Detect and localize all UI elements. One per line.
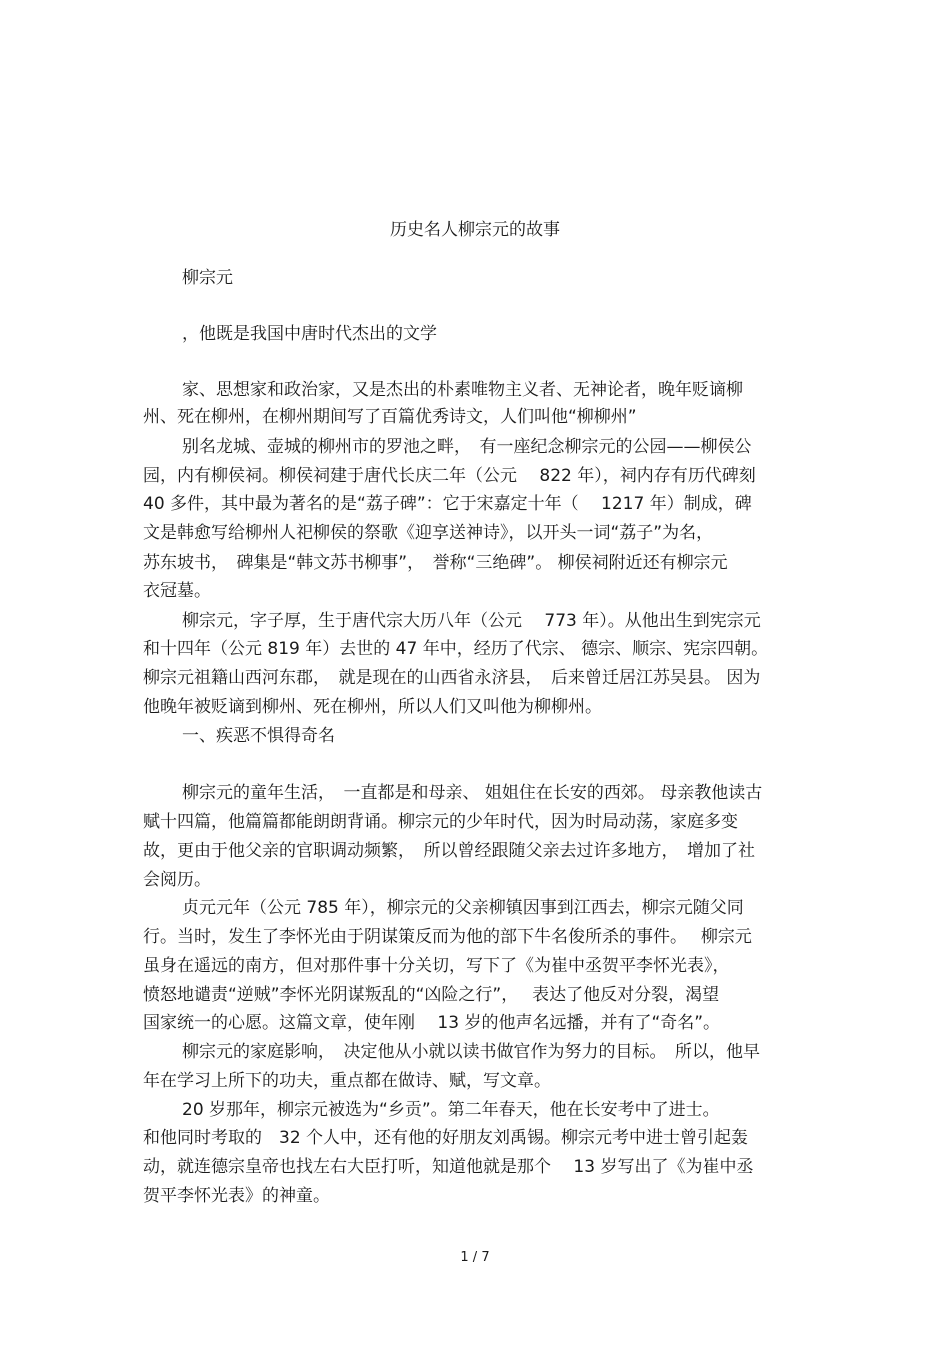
paragraph-line: 愤怒地谴责“逆贼”李怀光阴谋叛乱的“凶险之行”， 表达了他反对分裂，渴望 [143, 985, 720, 1005]
paragraph-line: 行。当时，发生了李怀光由于阴谋策反而为他的部下牛名俊所杀的事件。 柳宗元 [143, 927, 752, 947]
paragraph-line: 动，就连德宗皇帝也找左右大臣打听，知道他就是那个 13 岁写出了《为崔中丞 [143, 1157, 754, 1177]
paragraph-line: 柳宗元，字子厚，生于唐代宗大历八年（公元 773 年）。从他出生到宪宗元 [182, 611, 761, 631]
paragraph-line: 别名龙城、壶城的柳州市的罗池之畔， 有一座纪念柳宗元的公园——柳侯公 [182, 437, 752, 457]
paragraph-line: 家、思想家和政治家，又是杰出的朴素唯物主义者、无神论者，晚年贬谪柳 [182, 380, 743, 400]
paragraph-line: 文是韩愈写给柳州人祀柳侯的祭歌《迎享送神诗》，以开头一词“荔子”为名， [143, 523, 714, 543]
document-title: 历史名人柳宗元的故事 [390, 220, 560, 240]
page-number: 1 / 7 [460, 1250, 490, 1265]
paragraph-line: 贞元元年（公元 785 年），柳宗元的父亲柳镇因事到江西去，柳宗元随父同 [182, 898, 744, 918]
paragraph-line: 赋十四篇，他篇篇都能朗朗背诵。柳宗元的少年时代，因为时局动荡，家庭多变 [143, 812, 738, 832]
paragraph-line: 柳宗元祖籍山西河东郡， 就是现在的山西省永济县， 后来曾迁居江苏吴县。 因为 [143, 668, 761, 688]
paragraph-line: 柳宗元的童年生活， 一直都是和母亲、 姐姐住在长安的西郊。 母亲教他读古 [182, 783, 763, 803]
paragraph-line: 苏东坡书， 碑集是“韩文苏书柳事”， 誉称“三绝碑”。 柳侯祠附近还有柳宗元 [143, 553, 728, 573]
paragraph-line: 州、死在柳州，在柳州期间写了百篇优秀诗文，人们叫他“柳柳州” [143, 407, 637, 427]
paragraph-line: 他晚年被贬谪到柳州、死在柳州，所以人们又叫他为柳柳州。 [143, 697, 602, 717]
paragraph-line: 故，更由于他父亲的官职调动频繁， 所以曾经跟随父亲去过许多地方， 增加了社 [143, 841, 755, 861]
paragraph-line: 会阅历。 [143, 870, 211, 890]
paragraph-line: 20 岁那年，柳宗元被选为“乡贡”。第二年春天，他在长安考中了进士。 [182, 1100, 720, 1120]
paragraph-line: 国家统一的心愿。这篇文章，使年刚 13 岁的他声名远播，并有了“奇名”。 [143, 1013, 721, 1033]
paragraph-line: 衣冠墓。 [143, 581, 211, 601]
section-heading: 一、疾恶不惧得奇名 [182, 726, 335, 746]
paragraph-line: 40 多件，其中最为著名的是“荔子碑”：它于宋嘉定十年（ 1217 年）制成，碑 [143, 494, 752, 514]
paragraph-line: 和他同时考取的 32 个人中，还有他的好朋友刘禹锡。柳宗元考中进士曾引起轰 [143, 1128, 749, 1148]
intro-line: ，他既是我国中唐时代杰出的文学 [182, 324, 437, 344]
paragraph-line: 柳宗元的家庭影响， 决定他从小就以读书做官作为努力的目标。 所以，他早 [182, 1042, 760, 1062]
paragraph-line: 虽身在遥远的南方，但对那件事十分关切，写下了《为崔中丞贺平李怀光表》， [143, 956, 730, 976]
author-name: 柳宗元 [182, 268, 233, 288]
paragraph-line: 园，内有柳侯祠。柳侯祠建于唐代长庆二年（公元 822 年），祠内存有历代碑刻 [143, 466, 756, 486]
paragraph-line: 年在学习上所下的功夫，重点都在做诗、赋，写文章。 [143, 1071, 551, 1091]
paragraph-line: 贺平李怀光表》的神童。 [143, 1186, 330, 1206]
paragraph-line: 和十四年（公元 819 年）去世的 47 年中，经历了代宗、 德宗、顺宗、宪宗四朝。 [143, 639, 769, 659]
